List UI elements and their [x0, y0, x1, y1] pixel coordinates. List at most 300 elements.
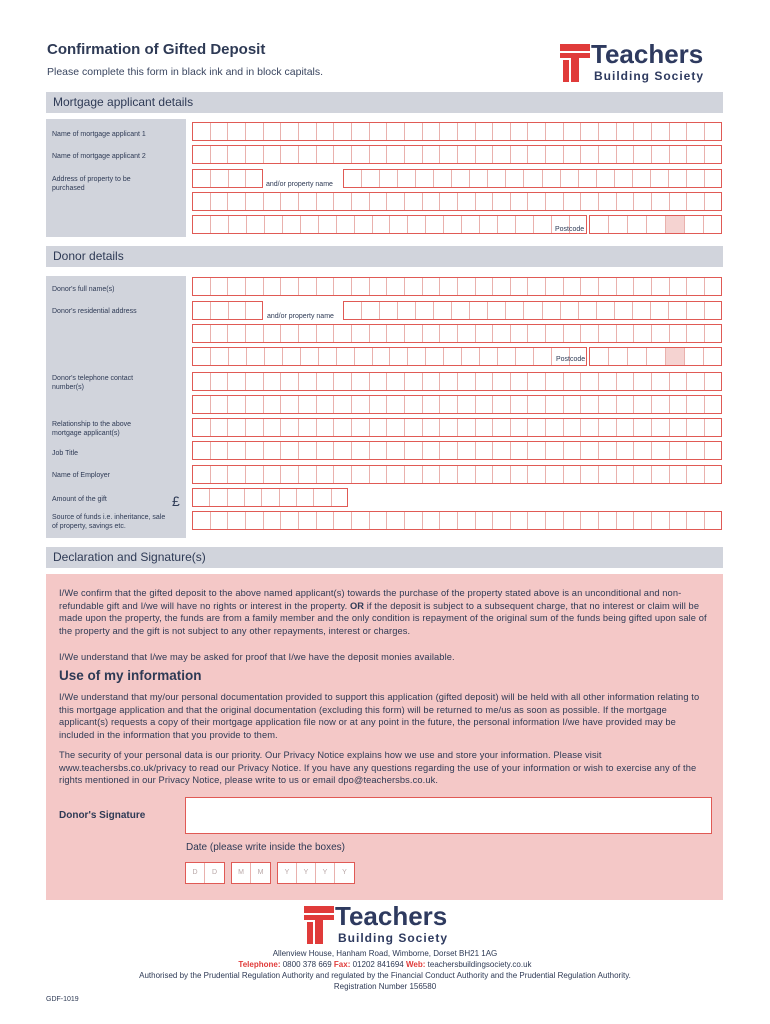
character-box[interactable]	[211, 419, 229, 436]
character-box[interactable]	[458, 123, 476, 140]
character-box[interactable]	[669, 302, 687, 319]
character-box[interactable]	[281, 512, 299, 529]
character-box[interactable]	[211, 123, 229, 140]
character-box[interactable]	[617, 396, 635, 413]
character-box[interactable]	[228, 396, 246, 413]
character-box[interactable]	[281, 396, 299, 413]
character-box[interactable]	[687, 193, 705, 210]
character-box[interactable]	[245, 489, 262, 506]
character-box[interactable]	[317, 193, 335, 210]
character-box[interactable]	[370, 325, 388, 342]
character-box[interactable]	[581, 512, 599, 529]
character-box[interactable]	[299, 419, 317, 436]
character-box[interactable]	[651, 302, 669, 319]
character-box[interactable]	[211, 466, 229, 483]
character-box[interactable]	[546, 123, 564, 140]
character-box[interactable]	[444, 216, 462, 233]
character-box[interactable]	[561, 302, 579, 319]
character-box[interactable]	[423, 146, 441, 163]
character-box[interactable]	[705, 325, 723, 342]
character-box[interactable]	[652, 193, 670, 210]
character-box[interactable]	[476, 466, 494, 483]
character-box[interactable]	[299, 466, 317, 483]
character-box[interactable]	[193, 278, 211, 295]
character-box[interactable]	[317, 373, 335, 390]
character-box[interactable]	[352, 396, 370, 413]
character-box[interactable]	[546, 325, 564, 342]
character-box[interactable]	[546, 396, 564, 413]
date-day-box[interactable]: D	[211, 869, 218, 876]
character-box[interactable]	[228, 373, 246, 390]
character-box[interactable]	[615, 170, 633, 187]
character-box[interactable]	[387, 396, 405, 413]
character-box[interactable]	[423, 325, 441, 342]
date-year-box[interactable]: Y	[316, 863, 335, 883]
character-box[interactable]	[534, 216, 552, 233]
character-box[interactable]	[380, 302, 398, 319]
character-box[interactable]	[704, 348, 723, 365]
character-box[interactable]	[564, 442, 582, 459]
character-box[interactable]	[370, 396, 388, 413]
character-box[interactable]	[581, 396, 599, 413]
character-box[interactable]	[228, 278, 246, 295]
character-box[interactable]	[546, 442, 564, 459]
character-box[interactable]	[458, 325, 476, 342]
character-box[interactable]	[228, 146, 246, 163]
character-box[interactable]	[564, 466, 582, 483]
character-box[interactable]	[352, 123, 370, 140]
character-box[interactable]	[534, 348, 552, 365]
character-box[interactable]	[405, 325, 423, 342]
character-box[interactable]	[334, 419, 352, 436]
character-box[interactable]	[511, 193, 529, 210]
character-box[interactable]	[299, 146, 317, 163]
character-box[interactable]	[352, 442, 370, 459]
character-box[interactable]	[370, 419, 388, 436]
character-box[interactable]	[246, 123, 264, 140]
character-box[interactable]	[337, 216, 355, 233]
character-box[interactable]	[387, 442, 405, 459]
character-box[interactable]	[370, 442, 388, 459]
character-box[interactable]	[228, 512, 246, 529]
character-box[interactable]	[493, 123, 511, 140]
character-box[interactable]	[634, 466, 652, 483]
character-box[interactable]	[528, 466, 546, 483]
character-box[interactable]	[705, 396, 723, 413]
character-box[interactable]	[440, 419, 458, 436]
property-address-field-line3[interactable]	[192, 215, 587, 234]
character-box[interactable]	[405, 512, 423, 529]
character-box[interactable]	[246, 442, 264, 459]
character-box[interactable]	[488, 302, 506, 319]
character-box[interactable]	[652, 123, 670, 140]
character-box[interactable]	[390, 216, 408, 233]
character-box[interactable]	[362, 302, 380, 319]
character-box[interactable]	[264, 193, 282, 210]
character-box[interactable]	[319, 348, 337, 365]
character-box[interactable]	[476, 512, 494, 529]
donor-telephone-field-1[interactable]	[192, 372, 722, 391]
character-box[interactable]	[599, 278, 617, 295]
character-box[interactable]	[297, 489, 314, 506]
character-box[interactable]	[246, 419, 264, 436]
character-box[interactable]	[352, 373, 370, 390]
character-box[interactable]	[283, 216, 301, 233]
character-box[interactable]	[511, 373, 529, 390]
character-box[interactable]	[426, 348, 444, 365]
character-box[interactable]	[193, 123, 211, 140]
character-box[interactable]	[426, 216, 444, 233]
character-box[interactable]	[211, 442, 229, 459]
character-box[interactable]	[334, 325, 352, 342]
character-box[interactable]	[229, 170, 247, 187]
character-box[interactable]	[264, 123, 282, 140]
character-box[interactable]	[581, 123, 599, 140]
character-box[interactable]	[493, 373, 511, 390]
character-box[interactable]	[352, 193, 370, 210]
character-box[interactable]	[246, 466, 264, 483]
source-of-funds-field[interactable]	[192, 511, 722, 530]
character-box[interactable]	[476, 419, 494, 436]
character-box[interactable]	[634, 146, 652, 163]
character-box[interactable]	[398, 170, 416, 187]
character-box[interactable]	[387, 466, 405, 483]
character-box[interactable]	[687, 146, 705, 163]
character-box[interactable]	[528, 396, 546, 413]
gift-amount-field[interactable]	[192, 488, 348, 507]
character-box[interactable]	[229, 302, 247, 319]
character-box[interactable]	[444, 348, 462, 365]
date-month-box[interactable]: M	[232, 863, 251, 883]
character-box[interactable]	[493, 325, 511, 342]
character-box[interactable]	[687, 396, 705, 413]
character-box[interactable]	[262, 489, 279, 506]
applicant1-name-field[interactable]	[192, 122, 722, 141]
character-box[interactable]	[581, 146, 599, 163]
character-box[interactable]	[546, 193, 564, 210]
character-box[interactable]	[387, 278, 405, 295]
character-box[interactable]	[264, 278, 282, 295]
character-box[interactable]	[462, 348, 480, 365]
character-box[interactable]	[628, 348, 647, 365]
character-box[interactable]	[470, 170, 488, 187]
character-box[interactable]	[670, 442, 688, 459]
character-box[interactable]	[370, 278, 388, 295]
character-box[interactable]	[705, 193, 723, 210]
character-box[interactable]	[546, 466, 564, 483]
character-box[interactable]	[193, 489, 210, 506]
character-box[interactable]	[408, 216, 426, 233]
character-box[interactable]	[462, 216, 480, 233]
character-box[interactable]	[355, 348, 373, 365]
character-box[interactable]	[617, 419, 635, 436]
character-box[interactable]	[615, 302, 633, 319]
character-box[interactable]	[211, 325, 229, 342]
character-box[interactable]	[493, 278, 511, 295]
character-box[interactable]	[480, 216, 498, 233]
character-box[interactable]	[246, 146, 264, 163]
character-box[interactable]	[281, 278, 299, 295]
donor-address-field-line2[interactable]	[192, 324, 722, 343]
character-box[interactable]	[317, 419, 335, 436]
character-box[interactable]	[652, 512, 670, 529]
character-box[interactable]	[405, 419, 423, 436]
character-box[interactable]	[265, 216, 283, 233]
character-box[interactable]	[370, 123, 388, 140]
character-box[interactable]	[493, 419, 511, 436]
character-box[interactable]	[281, 419, 299, 436]
character-box[interactable]	[246, 170, 264, 187]
character-box[interactable]	[524, 170, 542, 187]
character-box[interactable]	[617, 512, 635, 529]
character-box[interactable]	[299, 278, 317, 295]
character-box[interactable]	[405, 123, 423, 140]
character-box[interactable]	[370, 146, 388, 163]
character-box[interactable]	[599, 146, 617, 163]
character-box[interactable]	[516, 216, 534, 233]
character-box[interactable]	[543, 302, 561, 319]
character-box[interactable]	[423, 442, 441, 459]
character-box[interactable]	[211, 170, 229, 187]
character-box[interactable]	[705, 278, 723, 295]
character-box[interactable]	[634, 373, 652, 390]
character-box[interactable]	[543, 170, 561, 187]
character-box[interactable]	[493, 146, 511, 163]
donor-address-field-short[interactable]	[192, 301, 263, 320]
character-box[interactable]	[423, 373, 441, 390]
character-box[interactable]	[564, 373, 582, 390]
character-box[interactable]	[334, 512, 352, 529]
character-box[interactable]	[299, 442, 317, 459]
character-box[interactable]	[705, 302, 723, 319]
character-box[interactable]	[670, 419, 688, 436]
character-box[interactable]	[246, 193, 264, 210]
character-box[interactable]	[228, 442, 246, 459]
character-box[interactable]	[387, 193, 405, 210]
character-box[interactable]	[332, 489, 349, 506]
character-box[interactable]	[299, 123, 317, 140]
character-box[interactable]	[652, 466, 670, 483]
character-box[interactable]	[193, 170, 211, 187]
character-box[interactable]	[337, 348, 355, 365]
donor-name-field[interactable]	[192, 277, 722, 296]
character-box[interactable]	[228, 123, 246, 140]
character-box[interactable]	[458, 512, 476, 529]
character-box[interactable]	[634, 419, 652, 436]
character-box[interactable]	[599, 512, 617, 529]
property-postcode-field[interactable]	[589, 215, 722, 234]
character-box[interactable]	[476, 373, 494, 390]
character-box[interactable]	[373, 348, 391, 365]
character-box[interactable]	[617, 373, 635, 390]
character-box[interactable]	[528, 419, 546, 436]
character-box[interactable]	[511, 146, 529, 163]
character-box[interactable]	[299, 193, 317, 210]
character-box[interactable]	[476, 193, 494, 210]
character-box[interactable]	[317, 123, 335, 140]
character-box[interactable]	[440, 325, 458, 342]
character-box[interactable]	[458, 419, 476, 436]
character-box[interactable]	[511, 278, 529, 295]
character-box[interactable]	[264, 419, 282, 436]
character-box[interactable]	[334, 442, 352, 459]
character-box[interactable]	[373, 216, 391, 233]
character-box[interactable]	[229, 348, 247, 365]
character-box[interactable]	[193, 348, 211, 365]
character-box[interactable]	[579, 302, 597, 319]
date-month-box[interactable]: M	[257, 869, 264, 876]
character-box[interactable]	[647, 348, 666, 365]
donor-signature-field[interactable]	[185, 797, 712, 834]
property-name-field[interactable]	[343, 169, 722, 188]
character-box[interactable]	[264, 373, 282, 390]
character-box[interactable]	[264, 325, 282, 342]
employer-field[interactable]	[192, 465, 722, 484]
character-box[interactable]	[193, 146, 211, 163]
character-box[interactable]	[264, 442, 282, 459]
character-box[interactable]	[299, 512, 317, 529]
character-box[interactable]	[581, 419, 599, 436]
character-box[interactable]	[352, 466, 370, 483]
character-box[interactable]	[405, 396, 423, 413]
character-box[interactable]	[476, 442, 494, 459]
character-box[interactable]	[281, 123, 299, 140]
donor-address-field-line3[interactable]	[192, 347, 587, 366]
character-box[interactable]	[387, 325, 405, 342]
character-box[interactable]	[246, 396, 264, 413]
character-box[interactable]	[193, 442, 211, 459]
character-box[interactable]	[511, 466, 529, 483]
character-box[interactable]	[633, 170, 651, 187]
character-box[interactable]	[488, 170, 506, 187]
date-year-box[interactable]: Y	[342, 869, 347, 876]
character-box[interactable]	[317, 146, 335, 163]
character-box[interactable]	[493, 512, 511, 529]
character-box[interactable]	[423, 123, 441, 140]
character-box[interactable]	[581, 442, 599, 459]
character-box[interactable]	[493, 442, 511, 459]
character-box[interactable]	[211, 193, 229, 210]
character-box[interactable]	[564, 396, 582, 413]
character-box[interactable]	[634, 442, 652, 459]
character-box[interactable]	[281, 442, 299, 459]
character-box[interactable]	[193, 419, 211, 436]
character-box[interactable]	[687, 373, 705, 390]
character-box[interactable]	[564, 193, 582, 210]
character-box[interactable]	[705, 170, 723, 187]
character-box[interactable]	[193, 373, 211, 390]
character-box[interactable]	[670, 193, 688, 210]
character-box[interactable]	[211, 396, 229, 413]
relationship-field[interactable]	[192, 418, 722, 437]
character-box[interactable]	[670, 325, 688, 342]
character-box[interactable]	[628, 216, 647, 233]
character-box[interactable]	[561, 170, 579, 187]
character-box[interactable]	[687, 442, 705, 459]
character-box[interactable]	[299, 325, 317, 342]
property-address-field-line2[interactable]	[192, 192, 722, 211]
character-box[interactable]	[440, 396, 458, 413]
character-box[interactable]	[440, 373, 458, 390]
character-box[interactable]	[228, 419, 246, 436]
character-box[interactable]	[498, 348, 516, 365]
character-box[interactable]	[301, 216, 319, 233]
character-box[interactable]	[687, 512, 705, 529]
character-box[interactable]	[599, 442, 617, 459]
character-box[interactable]	[281, 466, 299, 483]
character-box[interactable]	[511, 419, 529, 436]
character-box[interactable]	[564, 512, 582, 529]
character-box[interactable]	[355, 216, 373, 233]
character-box[interactable]	[581, 325, 599, 342]
character-box[interactable]	[440, 512, 458, 529]
character-box[interactable]	[652, 278, 670, 295]
character-box[interactable]	[476, 123, 494, 140]
character-box[interactable]	[370, 512, 388, 529]
character-box[interactable]	[434, 302, 452, 319]
character-box[interactable]	[687, 278, 705, 295]
character-box[interactable]	[705, 123, 723, 140]
character-box[interactable]	[387, 373, 405, 390]
date-day-box[interactable]: D	[186, 863, 205, 883]
character-box[interactable]	[264, 146, 282, 163]
character-box[interactable]	[581, 466, 599, 483]
character-box[interactable]	[670, 278, 688, 295]
character-box[interactable]	[423, 512, 441, 529]
character-box[interactable]	[458, 396, 476, 413]
character-box[interactable]	[228, 325, 246, 342]
character-box[interactable]	[228, 489, 245, 506]
character-box[interactable]	[246, 325, 264, 342]
character-box[interactable]	[246, 373, 264, 390]
character-box[interactable]	[398, 302, 416, 319]
character-box[interactable]	[493, 193, 511, 210]
character-box[interactable]	[211, 512, 229, 529]
character-box[interactable]	[493, 466, 511, 483]
character-box[interactable]	[687, 325, 705, 342]
character-box[interactable]	[458, 146, 476, 163]
donor-property-name-field[interactable]	[343, 301, 722, 320]
character-box[interactable]	[704, 216, 723, 233]
character-box[interactable]	[458, 466, 476, 483]
character-box[interactable]	[405, 146, 423, 163]
character-box[interactable]	[193, 512, 211, 529]
character-box[interactable]	[670, 396, 688, 413]
character-box[interactable]	[705, 373, 723, 390]
character-box[interactable]	[281, 325, 299, 342]
character-box[interactable]	[458, 442, 476, 459]
character-box[interactable]	[281, 146, 299, 163]
character-box[interactable]	[416, 302, 434, 319]
character-box[interactable]	[211, 216, 229, 233]
character-box[interactable]	[687, 419, 705, 436]
character-box[interactable]	[617, 278, 635, 295]
character-box[interactable]	[687, 170, 705, 187]
character-box[interactable]	[405, 278, 423, 295]
character-box[interactable]	[669, 170, 687, 187]
character-box[interactable]	[670, 373, 688, 390]
character-box[interactable]	[334, 278, 352, 295]
character-box[interactable]	[211, 348, 229, 365]
character-box[interactable]	[228, 466, 246, 483]
character-box[interactable]	[193, 216, 211, 233]
character-box[interactable]	[511, 512, 529, 529]
character-box[interactable]	[264, 396, 282, 413]
character-box[interactable]	[423, 278, 441, 295]
character-box[interactable]	[590, 216, 609, 233]
character-box[interactable]	[211, 373, 229, 390]
character-box[interactable]	[590, 348, 609, 365]
